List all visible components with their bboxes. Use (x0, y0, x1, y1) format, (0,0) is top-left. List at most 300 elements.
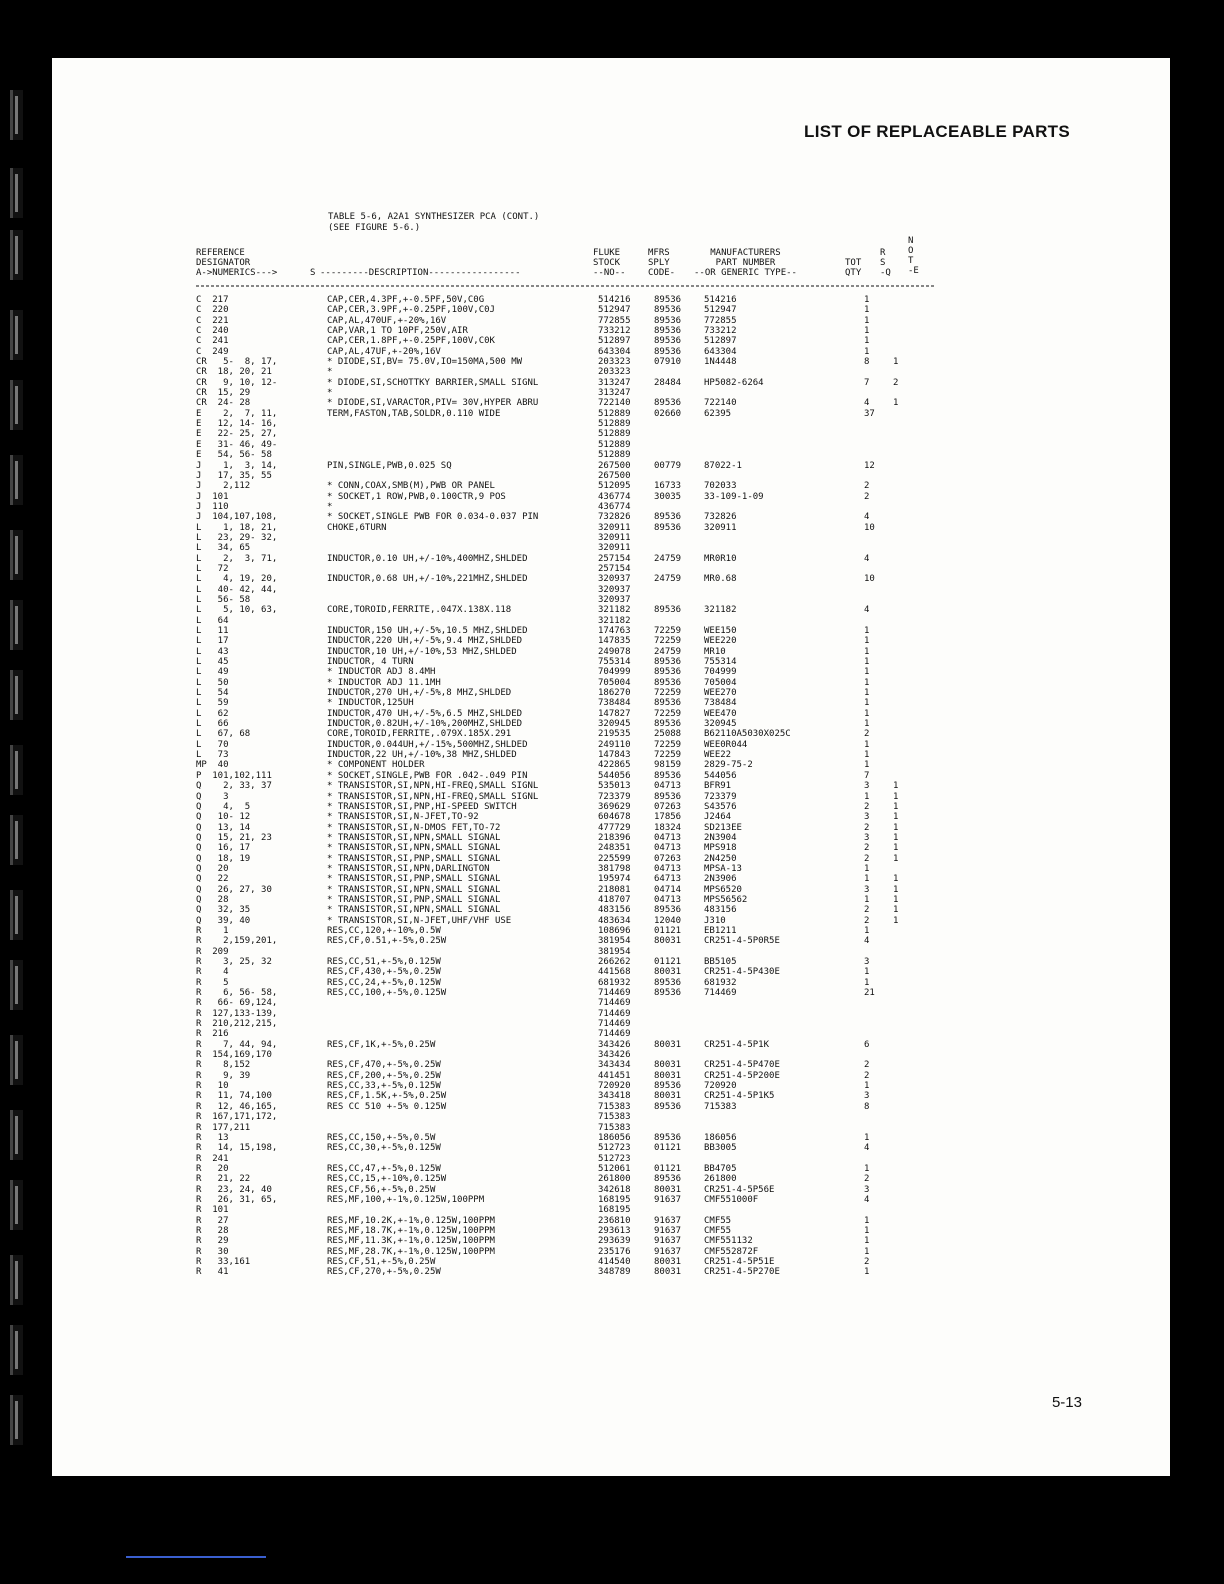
col-header-s: S (310, 268, 316, 278)
table-row (196, 988, 996, 998)
cell-rsq: 1 (893, 801, 899, 812)
cell-mpn: 704999 (704, 667, 737, 678)
cell-qty: 2 (864, 905, 870, 916)
table-row (196, 316, 996, 326)
cell-ref: P 101,102,111 (196, 770, 272, 781)
cell-stock: 477729 (598, 822, 631, 833)
cell-ref: L 67, 68 (196, 729, 251, 740)
cell-mfrs: 89536 (654, 605, 682, 616)
document-page (52, 58, 1170, 1476)
cell-mpn: 2829-75-2 (704, 760, 753, 771)
table-row (196, 916, 996, 926)
cell-desc: CAP,CER,4.3PF,+-0.5PF,50V,C0G (327, 295, 485, 305)
cell-mfrs: 89536 (654, 667, 682, 678)
table-row (196, 1205, 996, 1215)
cell-desc: * INDUCTOR ADJ 11.1MH (327, 677, 441, 688)
parts-table (196, 295, 996, 1278)
cell-mpn: 714469 (704, 988, 737, 999)
cell-qty: 3 (864, 812, 870, 823)
cell-mfrs: 89536 (654, 1101, 682, 1112)
cell-mpn: WEE220 (704, 636, 737, 647)
cell-mfrs: 16733 (654, 481, 682, 492)
cell-desc: CORE,TOROID,FERRITE,.079X.185X.291 (327, 729, 512, 740)
table-row (196, 895, 996, 905)
cell-stock: 203323 (598, 367, 631, 378)
cell-desc: * (327, 367, 333, 378)
cell-mpn: BFR91 (704, 781, 732, 792)
cell-ref: R 6, 56- 58, (196, 988, 278, 999)
cell-rsq: 1 (893, 791, 899, 802)
cell-stock: 512947 (598, 305, 631, 316)
cell-desc: * INDUCTOR,125UH (327, 698, 414, 709)
cell-mfrs: 24759 (654, 574, 682, 585)
bottom-rule (126, 1556, 266, 1558)
cell-desc: CAP,CER,3.9PF,+-0.25PF,100V,C0J (327, 305, 495, 316)
table-row (196, 440, 996, 450)
cell-stock: 320937 (598, 574, 631, 585)
cell-stock: 483634 (598, 915, 631, 926)
cell-stock: 186056 (598, 1132, 631, 1143)
cell-desc: CHOKE,6TURN (327, 522, 387, 533)
cell-mfrs: 98159 (654, 760, 682, 771)
cell-ref: C 221 (196, 315, 229, 326)
table-row (196, 305, 996, 315)
cell-qty: 3 (864, 957, 870, 967)
cell-ref: CR 24- 28 (196, 398, 251, 409)
col-header-note: N O T -E (908, 236, 919, 276)
cell-mpn: 544056 (704, 770, 737, 781)
cell-qty: 1 (864, 739, 870, 750)
table-row (196, 874, 996, 884)
cell-ref: R 13 (196, 1132, 229, 1143)
table-row (196, 1112, 996, 1122)
table-row (196, 398, 996, 408)
table-row (196, 678, 996, 688)
cell-mpn: 512897 (704, 336, 737, 347)
cell-mpn: J2464 (704, 812, 732, 823)
cell-ref: CR 15, 29 (196, 388, 251, 399)
cell-qty: 4 (864, 512, 870, 523)
table-row (196, 429, 996, 439)
cell-qty: 4 (864, 398, 870, 409)
cell-mpn: 321182 (704, 605, 737, 616)
table-row (196, 657, 996, 667)
cell-mfrs: 89536 (654, 1081, 682, 1092)
cell-stock: 168195 (598, 1194, 631, 1205)
table-row (196, 626, 996, 636)
cell-ref: J 110 (196, 501, 229, 512)
table-row (196, 481, 996, 491)
cell-mpn: 738484 (704, 698, 737, 709)
table-row (196, 1216, 996, 1226)
cell-desc: RES,CF,1K,+-5%,0.25W (327, 1039, 436, 1050)
cell-qty: 1 (864, 1267, 870, 1278)
table-row (196, 719, 996, 729)
page-number: 5-13 (1051, 1394, 1082, 1411)
table-row (196, 523, 996, 533)
table-caption (328, 212, 539, 234)
cell-stock: 535013 (598, 781, 631, 792)
cell-mfrs: 89536 (654, 719, 682, 730)
cell-qty: 1 (864, 1163, 870, 1174)
table-row (196, 1185, 996, 1195)
cell-desc: INDUCTOR,220 UH,+/-5%,9.4 MHZ,SHLDED (327, 636, 523, 647)
cell-qty: 37 (864, 408, 875, 419)
cell-ref: L 56- 58 (196, 594, 251, 605)
cell-qty: 1 (864, 626, 870, 636)
cell-desc: * TRANSISTOR,SI,NPN,HI-FREQ,SMALL SIGNL (327, 781, 539, 792)
cell-desc: * TRANSISTOR,SI,NPN,DARLINGTON (327, 863, 490, 874)
table-row (196, 1029, 996, 1039)
cell-mfrs: 04714 (654, 884, 682, 895)
cell-desc: CAP,VAR,1 TO 10PF,250V,AIR (327, 326, 468, 337)
table-row (196, 864, 996, 874)
cell-mpn: CMF55 (704, 1225, 732, 1236)
cell-ref: Q 20 (196, 863, 229, 874)
cell-mfrs: 17856 (654, 812, 682, 823)
cell-desc: * TRANSISTOR,SI,PNP,SMALL SIGNAL (327, 853, 501, 864)
cell-ref: L 62 (196, 708, 229, 719)
cell-qty: 10 (864, 522, 875, 533)
cell-mpn: J310 (704, 915, 726, 926)
cell-stock: 512889 (598, 439, 631, 450)
cell-qty: 1 (864, 305, 870, 316)
table-row (196, 729, 996, 739)
cell-qty: 2 (864, 915, 870, 926)
cell-ref: L 72 (196, 563, 229, 574)
binder-mark (10, 1035, 23, 1085)
cell-qty: 1 (864, 677, 870, 688)
cell-stock: 369629 (598, 801, 631, 812)
cell-stock: 249110 (598, 739, 631, 750)
cell-ref: R 33,161 (196, 1256, 251, 1267)
cell-desc: RES,CC,100,+-5%,0.125W (327, 988, 447, 999)
cell-mpn: CR251-4-5P1K (704, 1039, 770, 1050)
cell-ref: L 64 (196, 615, 229, 626)
binder-mark (10, 890, 23, 940)
cell-qty: 6 (864, 1039, 870, 1050)
header-rule (196, 284, 936, 288)
cell-rsq: 1 (893, 853, 899, 864)
cell-qty: 3 (864, 1184, 870, 1195)
cell-ref: J 104,107,108, (196, 512, 278, 523)
cell-ref: C 217 (196, 295, 229, 305)
table-row (196, 1081, 996, 1091)
cell-mfrs: 01121 (654, 925, 682, 936)
cell-mfrs: 89536 (654, 336, 682, 347)
page-title: LIST OF REPLACEABLE PARTS (804, 122, 1070, 141)
binder-mark (10, 455, 23, 505)
table-row (196, 471, 996, 481)
cell-stock: 168195 (598, 1205, 631, 1216)
cell-mfrs: 89536 (654, 522, 682, 533)
cell-ref: L 59 (196, 698, 229, 709)
cell-qty: 8 (864, 357, 870, 368)
cell-mfrs: 89536 (654, 791, 682, 802)
table-row (196, 709, 996, 719)
binder-mark (10, 310, 23, 360)
cell-stock: 225599 (598, 853, 631, 864)
binder-mark (10, 600, 23, 650)
cell-stock: 681932 (598, 977, 631, 988)
table-row (196, 947, 996, 957)
cell-stock: 714469 (598, 1019, 631, 1030)
cell-desc: * DIODE,SI,BV= 75.0V,IO=150MA,500 MW (327, 357, 523, 368)
cell-stock: 381954 (598, 946, 631, 957)
cell-qty: 1 (864, 336, 870, 347)
cell-desc: * INDUCTOR ADJ 8.4MH (327, 667, 436, 678)
cell-stock: 441451 (598, 1070, 631, 1081)
cell-desc: RES,CC,120,+-10%,0.5W (327, 925, 441, 936)
cell-qty: 7 (864, 377, 870, 388)
cell-stock: 714469 (598, 1029, 631, 1040)
cell-mpn: 702033 (704, 481, 737, 492)
cell-stock: 512723 (598, 1153, 631, 1164)
cell-ref: R 41 (196, 1267, 229, 1278)
table-row (196, 1050, 996, 1060)
binder-mark (10, 168, 23, 218)
cell-ref: R 23, 24, 40 (196, 1184, 272, 1195)
table-row (196, 781, 996, 791)
cell-desc: RES,CF,470,+-5%,0.25W (327, 1060, 441, 1071)
table-row (196, 533, 996, 543)
cell-mfrs: 18324 (654, 822, 682, 833)
cell-mfrs: 12040 (654, 915, 682, 926)
cell-ref: R 2,159,201, (196, 936, 278, 947)
cell-desc: RES,MF,18.7K,+-1%,0.125W,100PPM (327, 1225, 495, 1236)
cell-ref: L 11 (196, 626, 229, 636)
cell-ref: E 54, 56- 58 (196, 450, 272, 461)
cell-mfrs: 25088 (654, 729, 682, 740)
cell-mfrs: 91637 (654, 1225, 682, 1236)
cell-stock: 715383 (598, 1122, 631, 1133)
cell-mpn: 186056 (704, 1132, 737, 1143)
cell-desc: RES,CC,30,+-5%,0.125W (327, 1143, 441, 1154)
cell-stock: 313247 (598, 377, 631, 388)
cell-desc: * TRANSISTOR,SI,N-JFET,TO-92 (327, 812, 479, 823)
cell-stock: 293613 (598, 1225, 631, 1236)
cell-mpn: CR251-4-5P200E (704, 1070, 780, 1081)
cell-stock: 714469 (598, 988, 631, 999)
cell-ref: R 20 (196, 1163, 229, 1174)
cell-ref: Q 18, 19 (196, 853, 251, 864)
col-header-desc: ---------DESCRIPTION----------------- (320, 268, 521, 278)
cell-qty: 2 (864, 1256, 870, 1267)
cell-stock: 512095 (598, 481, 631, 492)
cell-ref: Q 26, 27, 30 (196, 884, 272, 895)
cell-mfrs: 28484 (654, 377, 682, 388)
cell-desc: * COMPONENT HOLDER (327, 760, 425, 771)
cell-ref: R 29 (196, 1236, 229, 1247)
cell-ref: Q 39, 40 (196, 915, 251, 926)
cell-ref: Q 4, 5 (196, 801, 251, 812)
cell-mfrs: 80031 (654, 1070, 682, 1081)
cell-stock: 643304 (598, 346, 631, 357)
binder-mark (10, 90, 23, 140)
cell-desc: RES,CF,0.51,+-5%,0.25W (327, 936, 447, 947)
cell-stock: 381798 (598, 863, 631, 874)
cell-mpn: CR251-4-5P1K5 (704, 1091, 775, 1102)
cell-desc: RES,CF,200,+-5%,0.25W (327, 1070, 441, 1081)
cell-stock: 320911 (598, 543, 631, 554)
cell-qty: 1 (864, 667, 870, 678)
cell-qty: 1 (864, 874, 870, 885)
binder-mark (10, 745, 23, 795)
cell-mfrs: 80031 (654, 967, 682, 978)
cell-ref: L 17 (196, 636, 229, 647)
cell-mpn: BB5105 (704, 957, 737, 967)
cell-ref: C 249 (196, 346, 229, 357)
cell-stock: 266262 (598, 957, 631, 967)
cell-ref: Q 13, 14 (196, 822, 251, 833)
cell-qty: 1 (864, 1225, 870, 1236)
cell-stock: 705004 (598, 677, 631, 688)
cell-mfrs: 07910 (654, 357, 682, 368)
cell-ref: Q 16, 17 (196, 843, 251, 854)
cell-mfrs: 72259 (654, 708, 682, 719)
table-caption-line: TABLE 5-6, A2A1 SYNTHESIZER PCA (CONT.) (328, 212, 540, 222)
cell-stock: 714469 (598, 998, 631, 1009)
cell-mfrs: 89536 (654, 326, 682, 337)
table-row (196, 802, 996, 812)
cell-stock: 704999 (598, 667, 631, 678)
cell-mpn: CMF55 (704, 1215, 732, 1226)
cell-desc: RES,CC,24,+-5%,0.125W (327, 977, 441, 988)
cell-desc: RES,MF,10.2K,+-1%,0.125W,100PPM (327, 1215, 495, 1226)
cell-ref: L 43 (196, 646, 229, 657)
cell-qty: 1 (864, 646, 870, 657)
table-row (196, 926, 996, 936)
cell-stock: 257154 (598, 563, 631, 574)
cell-ref: L 73 (196, 750, 229, 761)
cell-ref: MP 40 (196, 760, 229, 771)
col-header-mfrs: MFRS SPLY CODE- (648, 248, 676, 278)
cell-qty: 1 (864, 760, 870, 771)
cell-mpn: 483156 (704, 905, 737, 916)
table-row (196, 998, 996, 1008)
table-row (196, 978, 996, 988)
cell-ref: R 101 (196, 1205, 229, 1216)
cell-mpn: CR251-4-5P470E (704, 1060, 780, 1071)
table-row (196, 388, 996, 398)
cell-mfrs: 04713 (654, 843, 682, 854)
cell-ref: J 1, 3, 14, (196, 460, 278, 471)
cell-desc: INDUCTOR,270 UH,+/-5%,8 MHZ,SHLDED (327, 688, 512, 699)
cell-stock: 422865 (598, 760, 631, 771)
cell-stock: 514216 (598, 295, 631, 305)
table-row (196, 833, 996, 843)
cell-mpn: 705004 (704, 677, 737, 688)
cell-ref: Q 28 (196, 894, 229, 905)
cell-mfrs: 72259 (654, 750, 682, 761)
cell-ref: E 31- 46, 49- (196, 439, 278, 450)
table-row (196, 1040, 996, 1050)
cell-stock: 321182 (598, 615, 631, 626)
cell-mfrs: 72259 (654, 688, 682, 699)
cell-mfrs: 89536 (654, 315, 682, 326)
cell-mfrs: 07263 (654, 801, 682, 812)
table-row (196, 936, 996, 946)
cell-mpn: 715383 (704, 1101, 737, 1112)
cell-ref: Q 2, 33, 37 (196, 781, 272, 792)
cell-desc: * TRANSISTOR,SI,PNP,HI-SPEED SWITCH (327, 801, 517, 812)
cell-mpn: MPSA-13 (704, 863, 742, 874)
binder-mark (10, 1395, 23, 1445)
cell-ref: Q 15, 21, 23 (196, 832, 272, 843)
cell-ref: L 70 (196, 739, 229, 750)
cell-mfrs: 01121 (654, 1163, 682, 1174)
cell-mpn: 261800 (704, 1174, 737, 1185)
cell-mfrs: 89536 (654, 698, 682, 709)
cell-desc: INDUCTOR,0.044UH,+/-15%,500MHZ,SHLDED (327, 739, 528, 750)
cell-ref: E 12, 14- 16, (196, 419, 278, 430)
cell-mfrs: 30035 (654, 491, 682, 502)
col-header-qty: TOT QTY (845, 258, 862, 278)
cell-mpn: WEE150 (704, 626, 737, 636)
binder-mark (10, 1325, 23, 1375)
cell-stock: 512723 (598, 1143, 631, 1154)
cell-rsq: 1 (893, 884, 899, 895)
cell-ref: J 101 (196, 491, 229, 502)
cell-desc: RES,CF,56,+-5%,0.25W (327, 1184, 436, 1195)
cell-stock: 257154 (598, 553, 631, 564)
cell-stock: 219535 (598, 729, 631, 740)
table-row (196, 1091, 996, 1101)
table-row (196, 419, 996, 429)
cell-mfrs: 07263 (654, 853, 682, 864)
cell-qty: 3 (864, 1091, 870, 1102)
cell-mpn: WEE0R044 (704, 739, 748, 750)
cell-qty: 1 (864, 708, 870, 719)
cell-desc: * DIODE,SI,SCHOTTKY BARRIER,SMALL SIGNL (327, 377, 539, 388)
cell-stock: 436774 (598, 501, 631, 512)
cell-mpn: MR0.68 (704, 574, 737, 585)
cell-desc: CAP,AL,470UF,+-20%,16V (327, 315, 447, 326)
table-row (196, 295, 996, 305)
cell-stock: 218396 (598, 832, 631, 843)
table-row (196, 574, 996, 584)
binder-mark (10, 1255, 23, 1305)
cell-stock: 755314 (598, 657, 631, 668)
cell-stock: 343426 (598, 1050, 631, 1061)
table-row (196, 543, 996, 553)
table-row (196, 854, 996, 864)
cell-mfrs: 80031 (654, 1039, 682, 1050)
cell-mfrs: 01121 (654, 1143, 682, 1154)
cell-stock: 772855 (598, 315, 631, 326)
cell-qty: 1 (864, 636, 870, 647)
cell-ref: R 28 (196, 1225, 229, 1236)
cell-mpn: 320911 (704, 522, 737, 533)
cell-ref: R 241 (196, 1153, 229, 1164)
cell-ref: C 241 (196, 336, 229, 347)
cell-desc: INDUCTOR,22 UH,+/-10%,38 MHZ,SHLDED (327, 750, 517, 761)
cell-ref: L 45 (196, 657, 229, 668)
table-row (196, 885, 996, 895)
cell-ref: R 11, 74,100 (196, 1091, 272, 1102)
cell-stock: 714469 (598, 1008, 631, 1019)
cell-ref: L 1, 18, 21, (196, 522, 278, 533)
cell-ref: J 2,112 (196, 481, 251, 492)
cell-mfrs: 89536 (654, 1174, 682, 1185)
cell-desc: * SOCKET,1 ROW,PWB,0.100CTR,9 POS (327, 491, 506, 502)
cell-desc: INDUCTOR, 4 TURN (327, 657, 414, 668)
cell-stock: 715383 (598, 1101, 631, 1112)
table-row (196, 1102, 996, 1112)
cell-ref: J 17, 35, 55 (196, 470, 272, 481)
table-row (196, 1019, 996, 1029)
cell-desc: RES,CF,1.5K,+-5%,0.25W (327, 1091, 447, 1102)
